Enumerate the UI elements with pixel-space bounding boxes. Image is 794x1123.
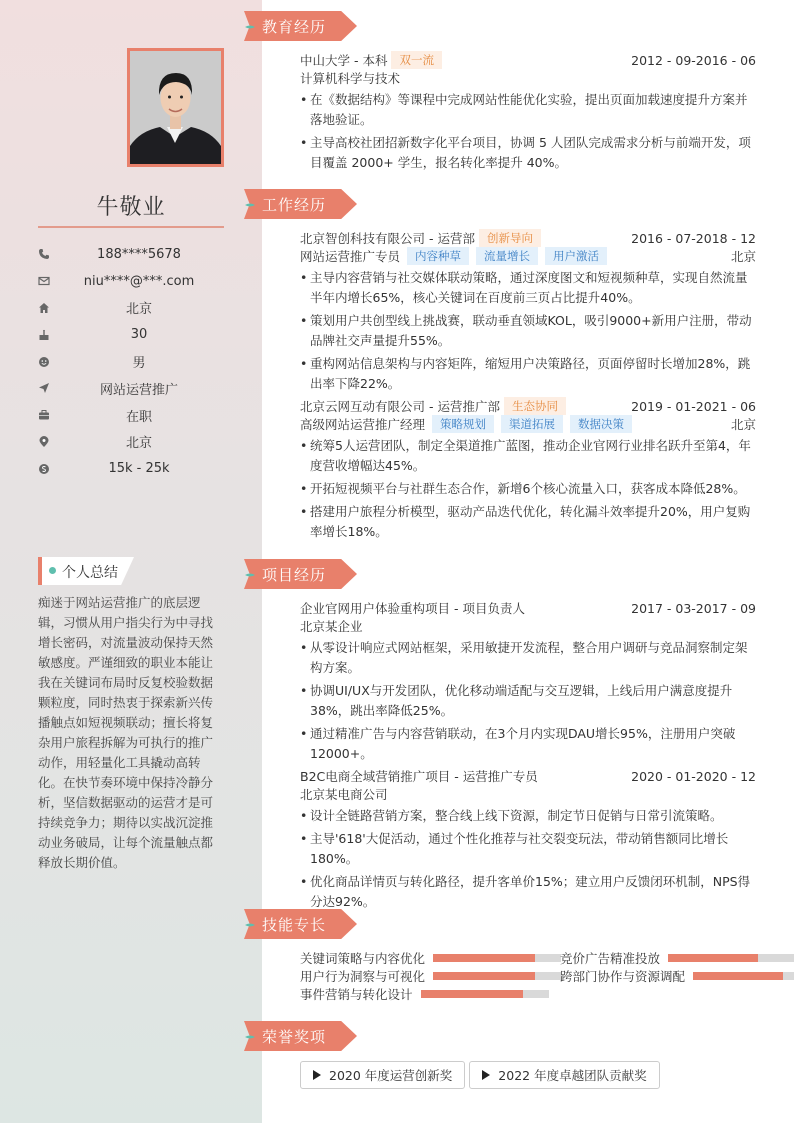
info-age: 30 xyxy=(38,321,224,348)
summary-heading: 个人总结 xyxy=(38,557,134,585)
list-item: • 在《数据结构》等课程中完成网站性能优化实验，提出页面加载速度提升方案并落地验证。 xyxy=(300,90,756,130)
project-bullets xyxy=(300,806,756,912)
info-position: 网站运营推广 xyxy=(38,375,224,402)
project-period: 2020 - 01-2020 - 12 xyxy=(631,768,756,784)
list-item: • 通过精准广告与内容营销联动，在3个月内实现DAU增长95%，注册用户突破12000+。 xyxy=(300,724,756,764)
job-role: 高级网站运营推广经理 xyxy=(300,417,426,432)
project-title: 企业官网用户体验重构项目 - 项目负责人 xyxy=(300,601,525,616)
skill-bar xyxy=(668,954,794,962)
project-title: B2C电商全域营销推广项目 - 运营推广专员 xyxy=(300,769,538,784)
salary-icon xyxy=(38,463,50,475)
face-icon xyxy=(38,356,50,368)
play-icon xyxy=(313,1070,321,1080)
skill-bar xyxy=(433,972,561,980)
list-item: • 从零设计响应式网站框架，采用敏捷开发流程，整合用户调研与竞品洞察制定架构方案。 xyxy=(300,638,756,678)
name-divider xyxy=(38,226,224,228)
company-name: 北京云网互动有限公司 - 运营推广部 xyxy=(300,399,500,414)
skill-bar xyxy=(433,954,561,962)
briefcase-icon xyxy=(38,409,50,421)
skill-name: 竞价广告精准投放 xyxy=(560,951,661,966)
leaf-icon xyxy=(245,24,255,30)
skill-tag: 策略规划 xyxy=(432,415,494,433)
education-period: 2012 - 09-2016 - 06 xyxy=(631,52,756,68)
major: 计算机科学与技术 xyxy=(300,71,401,86)
list-item: • 设计全链路营销方案，整合线上线下资源，制定节日促销与日常引流策略。 xyxy=(300,806,756,826)
section-education-heading: 教育经历 xyxy=(244,11,357,41)
list-item: • 统筹5人运营团队，制定全渠道推广蓝图，推动企业官网行业排名跃升至第4，年度营收增幅达45%。 xyxy=(300,436,756,476)
skill-item xyxy=(560,967,794,985)
award-item: 2022 年度卓越团队贡献奖 xyxy=(469,1061,659,1089)
awards-list xyxy=(300,1061,660,1089)
work-entry-1 xyxy=(300,229,756,394)
info-home: 北京 xyxy=(38,295,224,322)
phone-icon xyxy=(38,248,50,260)
skill-name: 用户行为洞察与可视化 xyxy=(300,969,426,984)
work-city: 北京 xyxy=(730,417,756,432)
info-phone: 188****5678 xyxy=(38,241,224,268)
school-name: 中山大学 - 本科 xyxy=(300,53,388,68)
leaf-icon xyxy=(245,1034,255,1040)
skill-item xyxy=(560,949,794,967)
info-status: 在职 xyxy=(38,402,224,429)
skill-tag: 渠道拓展 xyxy=(501,415,563,433)
list-item: • 协调UI/UX与开发团队，优化移动端适配与交互逻辑，上线后用户满意度提升38%，跳出率降低25%。 xyxy=(300,681,756,721)
skill-tag: 流量增长 xyxy=(476,247,538,265)
home-icon xyxy=(38,302,50,314)
list-item: • 主导'618'大促活动，通过个性化推荐与社交裂变玩法，带动销售额同比增长180%。 xyxy=(300,829,756,869)
location-icon xyxy=(38,436,50,448)
personal-info-list xyxy=(38,241,224,482)
section-work-heading: 工作经历 xyxy=(244,189,357,219)
info-gender: 男 xyxy=(38,348,224,375)
list-item: • 搭建用户旅程分析模型，驱动产品迭代优化，转化漏斗效率提升20%，用户复购率增长18%。 xyxy=(300,502,756,542)
project-entry-2 xyxy=(300,767,756,912)
leaf-icon xyxy=(245,922,255,928)
list-item: • 主导高校社团招新数字化平台项目，协调 5 人团队完成需求分析与前端开发，项目覆盖 2000+ 学生，报名转化率提升 40%。 xyxy=(300,133,756,173)
list-item: • 策划用户共创型线上挑战赛，联动垂直领域KOL，吸引9000+新用户注册，带动品牌社交声量提升55%。 xyxy=(300,311,756,351)
work-period: 2016 - 07-2018 - 12 xyxy=(631,230,756,246)
work-period: 2019 - 01-2021 - 06 xyxy=(631,398,756,414)
work-bullets xyxy=(300,268,756,394)
company-name: 北京智创科技有限公司 - 运营部 xyxy=(300,231,475,246)
job-role: 网站运营推广专员 xyxy=(300,249,401,264)
work-bullets xyxy=(300,436,756,542)
info-salary: 15k - 25k xyxy=(38,455,224,482)
skill-tag: 数据决策 xyxy=(570,415,632,433)
project-org: 北京某电商公司 xyxy=(300,787,388,802)
award-item: 2020 年度运营创新奖 xyxy=(300,1061,465,1089)
company-tag: 创新导向 xyxy=(479,229,541,247)
portrait-image xyxy=(130,51,221,164)
list-item: • 重构网站信息架构与内容矩阵，缩短用户决策路径，页面停留时长增加28%，跳出率下降22%。 xyxy=(300,354,756,394)
work-entry-2 xyxy=(300,397,756,542)
summary-text: 痴迷于网站运营推广的底层逻辑，习惯从用户指尖行为中寻找增长密码，对流量波动保持天然敏感度。严谨细致的职业本能让我在关键词布局时反复校验数据颗粒度，同时热衷于探索新兴传播触点如短视频联动；擅长将复杂用户旅程拆解为可执行的推广动作，用轻量化工具撬动高转化。在快节奏环境中保持冷静分析，坚信数据驱动的运营才是可持续竞争力；期待以实战沉淀推动业务破局，让每个流量触点都释放长期价值。 xyxy=(38,595,214,870)
candidate-name: 牛敬业 xyxy=(96,195,166,220)
leaf-icon xyxy=(245,202,255,208)
play-icon xyxy=(482,1070,490,1080)
info-email: niu****@***.com xyxy=(38,268,224,295)
skill-item xyxy=(300,949,561,967)
skill-name: 事件营销与转化设计 xyxy=(300,987,413,1002)
list-item: • 开拓短视频平台与社群生态合作，新增6个核心流量入口，获客成本降低28%。 xyxy=(300,479,756,499)
skill-bar xyxy=(693,972,794,980)
school-tag: 双一流 xyxy=(391,51,442,69)
info-location: 北京 xyxy=(38,429,224,456)
mail-icon xyxy=(38,275,50,287)
skill-name: 跨部门协作与资源调配 xyxy=(560,969,686,984)
education-bullets xyxy=(300,90,756,173)
skill-tag: 用户激活 xyxy=(545,247,607,265)
leaf-icon xyxy=(245,572,255,578)
skill-item xyxy=(300,985,549,1003)
work-city: 北京 xyxy=(730,249,756,264)
section-skills-heading: 技能专长 xyxy=(244,909,357,939)
skill-name: 关键词策略与内容优化 xyxy=(300,951,426,966)
list-item: • 优化商品详情页与转化路径，提升客单价15%；建立用户反馈闭环机制，NPS得分达92%。 xyxy=(300,872,756,912)
project-org: 北京某企业 xyxy=(300,619,363,634)
list-item: • 主导内容营销与社交媒体联动策略，通过深度图文和短视频种草，实现自然流量半年内增长65%，核心关键词在百度前三页占比提升40%。 xyxy=(300,268,756,308)
project-bullets xyxy=(300,638,756,764)
section-awards-heading: 荣誉奖项 xyxy=(244,1021,357,1051)
project-period: 2017 - 03-2017 - 09 xyxy=(631,600,756,616)
send-icon xyxy=(38,382,50,394)
dot-icon xyxy=(49,567,56,574)
avatar-photo xyxy=(127,48,224,167)
section-projects-heading: 项目经历 xyxy=(244,559,357,589)
project-entry-1 xyxy=(300,599,756,764)
skill-item xyxy=(300,967,561,985)
education-entry xyxy=(300,51,756,173)
skill-tag: 内容种草 xyxy=(407,247,469,265)
cake-icon xyxy=(38,329,50,341)
company-tag: 生态协同 xyxy=(504,397,566,415)
skill-bar xyxy=(421,990,549,998)
